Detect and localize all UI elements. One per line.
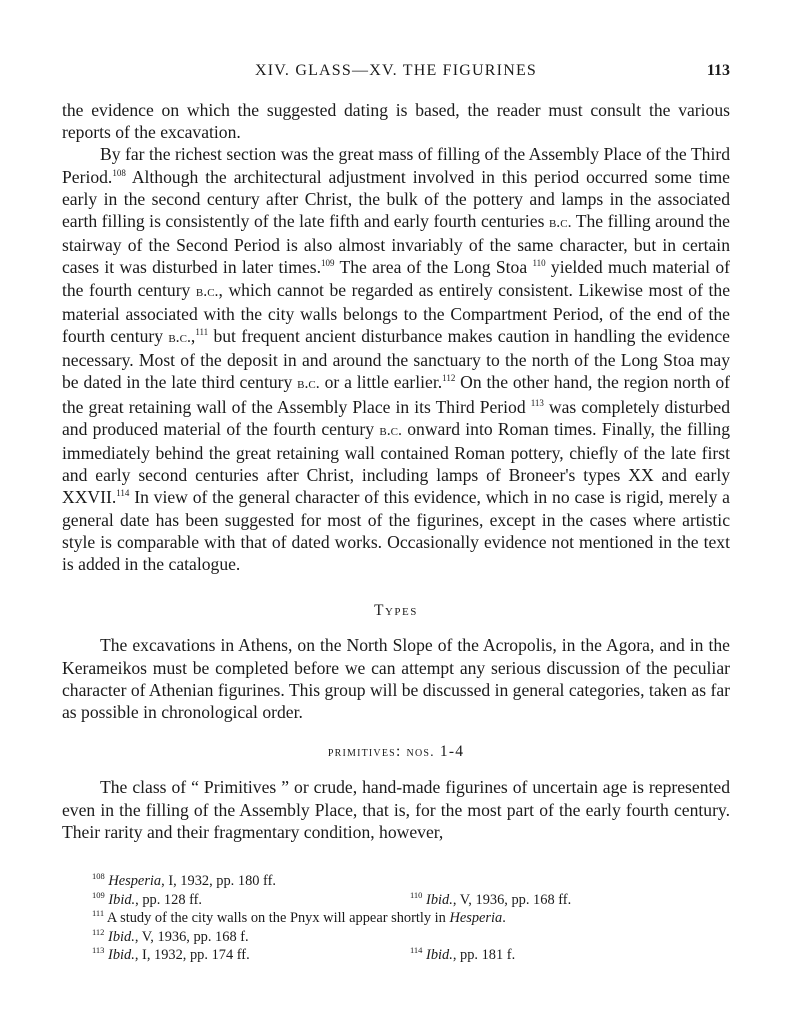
footnote-ref-112[interactable]: 112 <box>442 373 456 384</box>
paragraph-excavations: The excavations in Athens, on the North Slope of the Acropolis, in the Agora, and in the Kerameikos must be completed before we can attempt any serious discussion of the peculiar character of Athenian figurines. This group will be discussed in general categories, taken as far as possible in chronological order. <box>62 635 731 723</box>
subsection-heading-primitives: primitives: nos. 1-4 <box>327 743 465 761</box>
paragraph-richest-section: By far the richest section was the great mass of filling of the Assembly Place of the Third Period.$^{108}$ Although the architectural adjustment involved in this period occurred some time early in the second century after Christ, the bulk of the pottery and lamps in the associated earth filling is consistently of the late fifth and early fourth centuries b.c. The filling around the stairway of the Second Period is also almost invariably of the same character, but in certain cases it was disturbed in later times.$^{109}$ The area of the Long Stoa $^{110}$ yielded much material of the fourth century b.c., which cannot be regarded as entirely consistent. Likewise most of the material associated with the city walls belongs to the Compartment Period, of the end of the fourth century b.c.,$^{111}$ but frequent ancient disturbance makes caution in handling the evidence necessary. Most of the deposit in and around the sanctuary to the north of the Long Stoa may be dated in the late third century b.c. or a little earlier.$^{112}$ On the other hand, the region north of the great retaining wall of the Assembly Place in its Third Period $^{113}$ was completely disturbed and produced material of the fourth century b.c. onward into Roman times. Finally, the filling immediately behind the great retaining wall contained Roman pottery, chiefly of the late first and early second centuries after Christ, including lamps of Broneer's types XX and early XXVII.$^{114}$ In view of the general character of this evidence, which in no case is rigid, merely a general date has been suggested for most of the figurines, except in the cases where artistic style is comparable with that of dated works. Occasionally evidence not mentioned in the text is added in the catalogue. <box>62 144 731 575</box>
footnote-row-109-110 <box>92 891 732 910</box>
running-head <box>62 62 730 86</box>
footnote-108: $^{108}$ Hesperia, I, 1932, pp. 180 ff. <box>92 871 276 889</box>
footnote-109: $^{109}$ Ibid., pp. 128 ff. <box>92 889 203 908</box>
footnote-112: $^{112}$ Ibid., V, 1936, pp. 168 f. <box>92 926 249 945</box>
section-heading-types: Types <box>374 602 418 620</box>
footnote-ref-108[interactable]: 108 <box>112 167 126 178</box>
footnote-ref-114[interactable]: 114 <box>116 488 130 499</box>
main-text <box>62 99 730 843</box>
footnote-110: $^{110}$ Ibid., V, 1936, pp. 168 ff. <box>410 889 572 908</box>
footnote-ref-109[interactable]: 109 <box>320 258 335 269</box>
page-number: 113 <box>706 62 730 79</box>
footnote-ref-111[interactable]: 111 <box>195 327 209 338</box>
footnote-ref-110[interactable]: 110 <box>532 258 546 269</box>
running-head-title: XIV. GLASS—XV. THE FIGURINES <box>254 62 538 79</box>
footnote-111: $^{111}$ A study of the city walls on the Pnyx will appear shortly in Hesperia. <box>92 908 506 927</box>
footnote-114: $^{114}$ Ibid., pp. 181 f. <box>410 945 516 964</box>
footnote-113: $^{113}$ Ibid., I, 1932, pp. 174 ff. <box>92 945 250 964</box>
footnote-row-113-114 <box>92 946 732 965</box>
paragraph-primitives: The class of “ Primitives ” or crude, hand-made figurines of uncertain age is represented even in the filling of the Assembly Place, that is, for the most part of the early fourth century. Their rarity and their fragmentary condition, however, <box>62 777 730 842</box>
paragraph-continuation: the evidence on which the suggested dating is based, the reader must consult the various reports of the excavation. <box>62 100 730 143</box>
footnote-ref-113[interactable]: 113 <box>530 397 544 408</box>
footnotes <box>92 872 732 965</box>
